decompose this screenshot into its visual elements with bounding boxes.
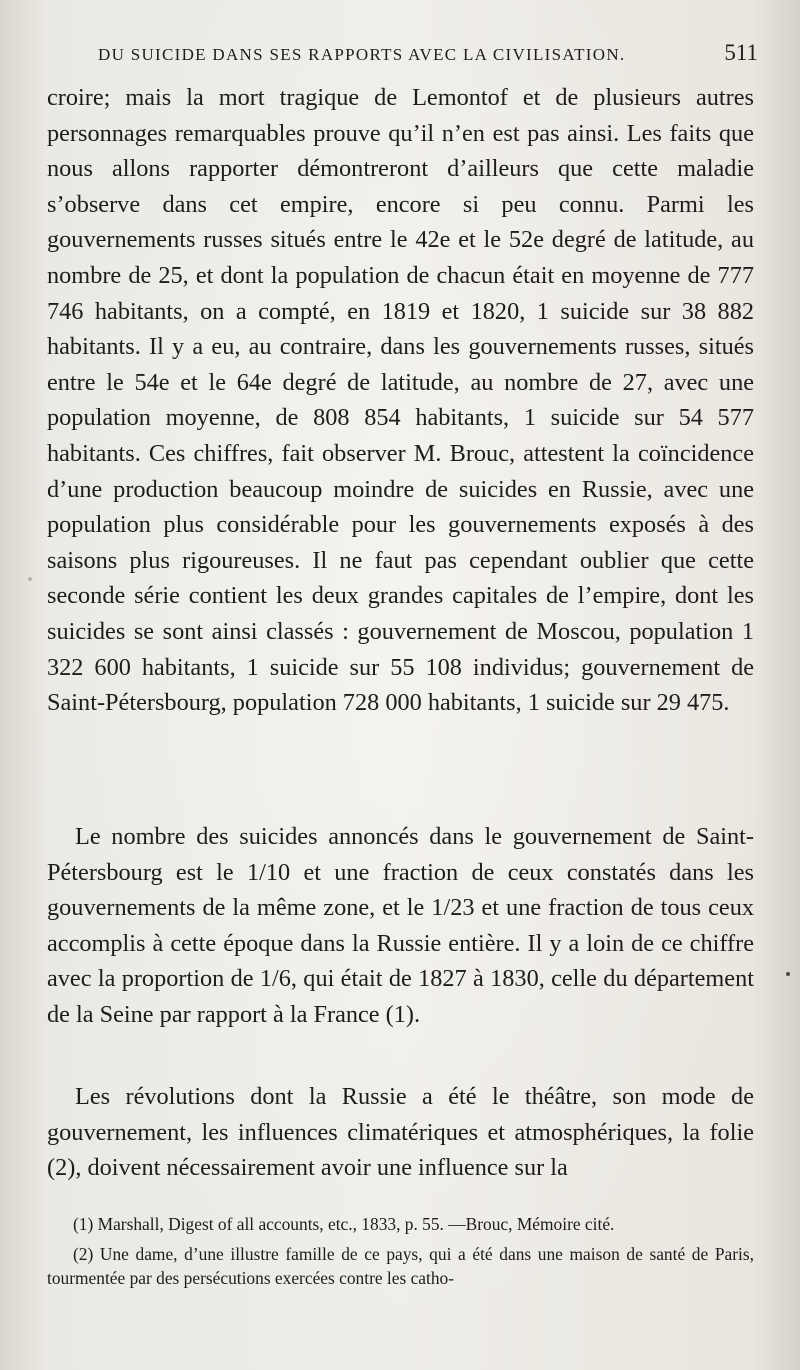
paper-speck: [28, 577, 32, 581]
paragraph-3: Les révolutions dont la Russie a été le théâtre, son mode de gouvernement, les influences climatériques et atmosphériques, la folie (2), doivent nécessairement avoir une influence sur la: [47, 1083, 754, 1182]
paragraph-1: croire; mais la mort tragique de Lemontof et de plusieurs autres personnages remarquables prouve qu’il n’en est pas ainsi. Les faits que nous allons rapporter démontreront d’ailleurs que cette maladie s’observe dans cet empire, encore si peu connu. Parmi les gouvernements russes situés entre le 42e et le 52e degré de latitude, au nombre de 25, et dont la population de chacun était en moyenne de 777 746 habitants, on a compté, en 1819 et 1820, 1 suicide sur 38 882 habitants. Il y a eu, au contraire, dans les gouvernements russes, situés entre le 54e et le 64e degré de latitude, au nombre de 27, avec une population moyenne, de 808 854 habitants, 1 suicide sur 54 577 habitants. Ces chiffres, fait observer M. Brouc, attestent la coïncidence d’une production beaucoup moindre de suicides en Russie, avec une population plus considérable pour les gouvernements exposés à des saisons plus rigoureuses. Il ne faut pas cependant oublier que cette seconde série contient les deux grandes capitales de l’empire, dont les suicides se sont ainsi classés : gouvernement de Moscou, population 1 322 600 habitants, 1 suicide sur 55 108 individus; gouvernement de Saint-Pétersbourg, population 728 000 habitants, 1 suicide sur 29 475.: [47, 84, 754, 717]
running-header: [98, 40, 758, 66]
paper-speck: [786, 972, 790, 976]
paragraph-2: Le nombre des suicides annoncés dans le gouvernement de Saint-Pétersbourg est le 1/10 et une fraction de ceux constatés dans les gouvernements de la même zone, et le 1/23 et une fraction de tous ceux accomplis à cette époque dans la Russie entière. Il y a loin de ce chiffre avec la proportion de 1/6, qui était de 1827 à 1830, celle du département de la Seine par rapport à la France (1).: [47, 823, 754, 1028]
page-number: 511: [724, 40, 758, 65]
footnotes: [47, 1212, 754, 1290]
footnote-2: (2) Une dame, d’une illustre famille de ce pays, qui a été dans une maison de santé de Paris, tourmentée par des persécutions exercées contre les catho-: [47, 1244, 754, 1288]
running-title: DU SUICIDE DANS SES RAPPORTS AVEC LA CIVILISATION.: [98, 45, 626, 64]
footnote-1: (1) Marshall, Digest of all accounts, etc., 1833, p. 55. —Brouc, Mémoire cité.: [73, 1214, 615, 1234]
